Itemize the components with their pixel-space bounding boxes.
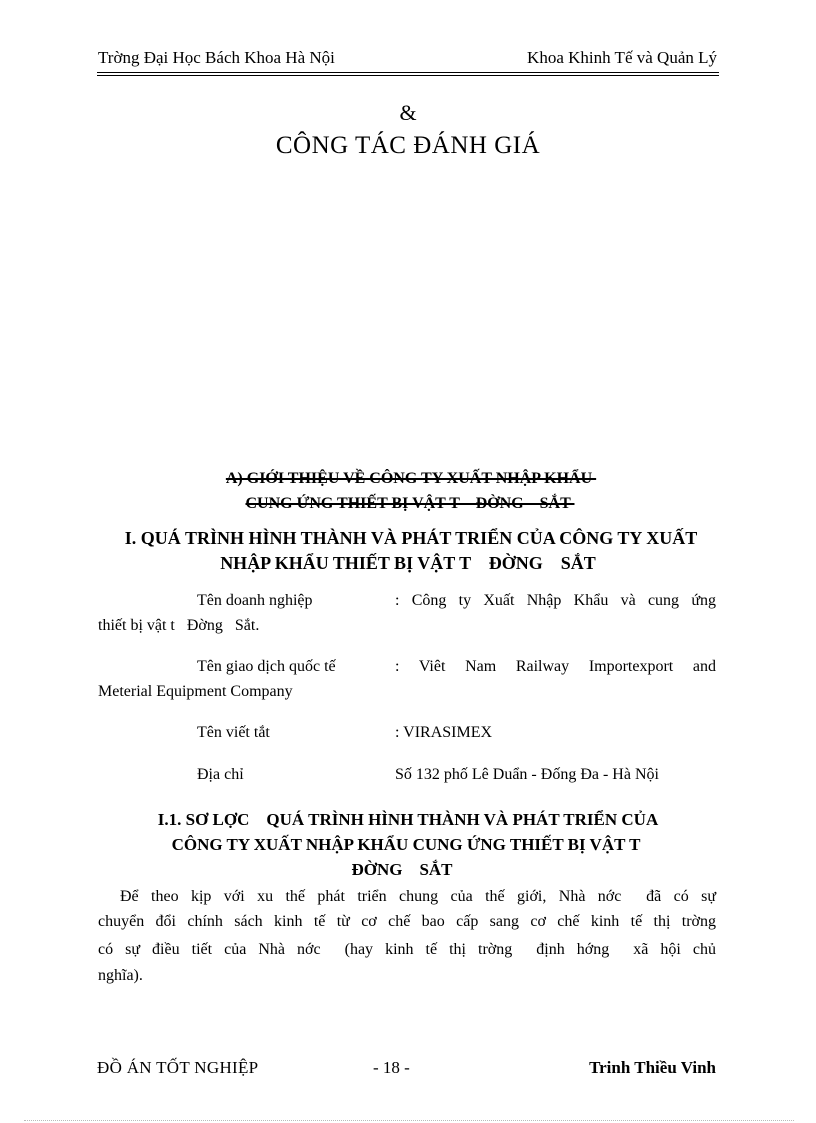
paragraph-line: có sự điều tiết của Nhà nớc (hay kinh tế thị trờng định hớng xã hội chủ [98, 941, 716, 958]
header-rule-bottom [97, 75, 719, 76]
info-label-company-name: Tên doanh nghiệp [197, 592, 313, 609]
info-label-abbreviation: Tên viết tắt [197, 724, 270, 741]
header-faculty: Khoa Khinh Tế và Quản Lý [527, 48, 717, 67]
info-value-company-name-cont: thiết bị vật t Đờng Sắt. [98, 617, 260, 634]
info-label-address: Địa chỉ [197, 766, 244, 783]
page-bottom-divider [24, 1120, 794, 1121]
header-university: Trờng Đại Học Bách Khoa Hà Nội [98, 48, 335, 67]
info-value-trade-name-cont: Meterial Equipment Company [98, 683, 293, 700]
info-value-address: Số 132 phố Lê Duẩn - Đống Đa - Hà Nội [395, 766, 659, 783]
subsection-heading-line2: CÔNG TY XUẤT NHẬP KHẨU CUNG ỨNG THIẾT BỊ VẬT T [171, 835, 641, 854]
paragraph-line: Để theo kịp với xu thế phát triển chung của thế giới, Nhà nớc đã có sự [120, 888, 716, 905]
info-value-abbreviation: : VIRASIMEX [395, 724, 493, 741]
paragraph-line: nghĩa). [98, 967, 143, 984]
info-value-company-name: : Công ty Xuất Nhập Khẩu và cung ứng [395, 592, 716, 609]
footer-author: Trinh Thiều Vinh [589, 1058, 716, 1077]
footer-page-number: - 18 - [373, 1058, 410, 1077]
section-i-heading-line1: I. QUÁ TRÌNH HÌNH THÀNH VÀ PHÁT TRIỂN CỦA CÔNG TY XUẤT [124, 528, 698, 548]
footer-thesis-label: ĐỒ ÁN TỐT NGHIỆP [97, 1058, 259, 1077]
header-rule-top [97, 72, 719, 73]
subsection-heading-line1: I.1. SƠ LỢC QUÁ TRÌNH HÌNH THÀNH VÀ PHÁT TRIỂN CỦA [157, 810, 659, 829]
info-value-trade-name: : Viêt Nam Railway Importexport and [395, 658, 716, 675]
title-ampersand: & [399, 100, 417, 125]
page-title: CÔNG TÁC ĐÁNH GIÁ [275, 132, 541, 159]
paragraph-line: chuyển đổi chính sách kinh tế từ cơ chế bao cấp sang cơ chế kinh tế thị trờng [98, 913, 716, 930]
subsection-heading-line3: ĐỜNG SẮT [351, 860, 453, 879]
info-label-trade-name: Tên giao dịch quốc tế [197, 658, 336, 675]
section-a-heading-line1: A) GIỚI THIỆU VỀ CÔNG TY XUẤT NHẬP KHẨU [225, 470, 597, 487]
section-a-heading-line2: CUNG ỨNG THIẾT BỊ VẬT T ĐỜNG SẮT [245, 495, 575, 512]
section-i-heading-line2: NHẬP KHẨU THIẾT BỊ VẬT T ĐỜNG SẮT [220, 553, 596, 573]
